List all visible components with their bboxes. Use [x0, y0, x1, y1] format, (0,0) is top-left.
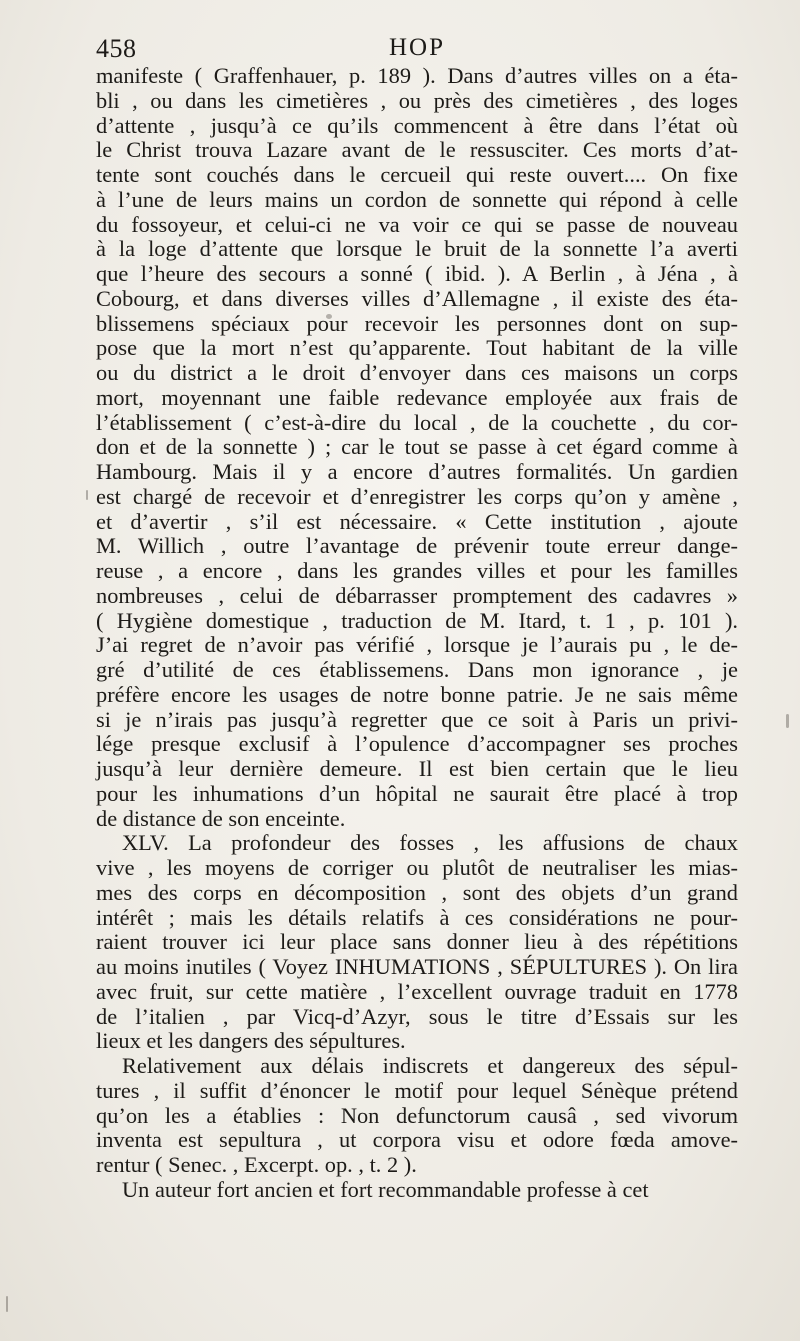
text-line: Hambourg. Mais il y a encore d’autres formalités. Un gardien [96, 459, 738, 484]
text-line: tente sont couchés dans le cercueil qui reste ouvert.... On fixe [96, 162, 738, 187]
page-header [96, 34, 738, 64]
text-line: du fossoyeur, et celui-ci ne va voir ce qui se passe de nouveau [96, 211, 738, 237]
text-line: l’établissement ( c’est-à-dire du local , de la couchette , du cor- [96, 409, 738, 435]
page-number: 458 [96, 34, 137, 63]
text-line: manifeste ( Graffenhauer, p. 189 ). Dans d’autres villes on a éta- [96, 63, 738, 88]
text-line: gré d’utilité de ces établissemens. Dans mon ignorance , je [96, 657, 738, 682]
text-line: intérêt ; mais les détails relatifs à ces considérations ne pour- [96, 904, 738, 930]
text-line: jusqu’à leur dernière demeure. Il est bien certain que le lieu [96, 756, 738, 781]
text-line: de distance de son enceinte. [96, 805, 346, 831]
running-head: HOP [388, 34, 445, 61]
body-text [96, 64, 738, 1203]
text-line: XLV. La profondeur des fosses , les affusions de chaux [122, 830, 738, 856]
text-line: M. Willich , outre l’avantage de prévenir toute erreur dange- [96, 533, 738, 559]
text-line: pour les inhumations d’un hôpital ne saurait être placé à trop [96, 780, 738, 806]
text-line: blissemens spéciaux pour recevoir les personnes dont on sup- [96, 310, 738, 336]
text-line: à la loge d’attente que lorsque le bruit de la sonnette l’a averti [96, 236, 738, 262]
text-line: mort, moyennant une faible redevance employée aux frais de [96, 384, 738, 410]
text-line: à l’une de leurs mains un cordon de sonnette qui répond à celle [96, 186, 738, 212]
text-line: lége presque exclusif à l’opulence d’accompagner ses proches [96, 731, 738, 757]
text-line: J’ai regret de n’avoir pas vérifié , lorsque je l’aurais pu , le de- [96, 632, 738, 658]
text-line: que l’heure des secours a sonné ( ibid. ). A Berlin , à Jéna , à [96, 261, 738, 286]
text-line: bli , ou dans les cimetières , ou près des cimetières , des loges [96, 87, 738, 113]
text-line: Relativement aux délais indiscrets et dangereux des sépul- [122, 1053, 738, 1078]
text-line: au moins inutiles ( Voyez INHUMATIONS , SÉPULTURES ). On lira [96, 954, 738, 979]
ink-speck [6, 1296, 8, 1312]
paragraph-p2 [96, 831, 738, 1054]
text-line: si je n’irais pas jusqu’à regretter que ce soit à Paris un privi- [96, 706, 738, 732]
text-line: reuse , a encore , dans les grandes villes et pour les familles [96, 558, 738, 583]
text-line: ( Hygiène domestique , traduction de M. Itard, t. 1 , p. 101 ). [96, 607, 738, 633]
text-line: rentur ( Senec. , Excerpt. op. , t. 2 ). [96, 1152, 417, 1177]
text-line: préfère encore les usages de notre bonne patrie. Je ne sais même [96, 681, 738, 707]
text-line: d’attente , jusqu’à ce qu’ils commencent à être dans l’état où [96, 112, 738, 138]
text-line: lieux et les dangers des sépultures. [96, 1028, 406, 1054]
ink-speck [326, 314, 332, 319]
paragraph-p3 [96, 1054, 738, 1178]
text-line: Un auteur fort ancien et fort recommandable professe à cet [122, 1176, 649, 1202]
text-line: et d’avertir , s’il est nécessaire. « Cette institution , ajoute [96, 508, 738, 534]
text-line: de l’italien , par Vicq-d’Azyr, sous le titre d’Essais sur les [96, 1003, 738, 1029]
text-line: tures , il suffit d’énoncer le motif pour lequel Sénèque prétend [96, 1077, 738, 1103]
text-line: qu’on les a établies : Non defunctorum causâ , sed vivorum [96, 1102, 738, 1128]
ink-speck [786, 714, 789, 728]
text-line: nombreuses , celui de débarrasser promptement des cadavres » [96, 582, 738, 608]
text-line: ou du district a le droit d’envoyer dans ces maisons un corps [96, 360, 738, 385]
paragraph-p1 [96, 64, 738, 831]
text-line: le Christ trouva Lazare avant de le ressusciter. Ces morts d’at- [96, 137, 738, 163]
text-line: inventa est sepultura , ut corpora visu et odore fœda amove- [96, 1127, 738, 1153]
text-line: Cobourg, et dans diverses villes d’Allemagne , il existe des éta- [96, 285, 738, 311]
paragraph-container [96, 64, 738, 1203]
paragraph-p4 [96, 1178, 738, 1203]
text-line: pose que la mort n’est qu’apparente. Tout habitant de la ville [96, 335, 738, 361]
ink-speck [86, 490, 88, 500]
text-line: avec fruit, sur cette matière , l’excellent ouvrage traduit en 1778 [96, 978, 738, 1004]
text-line: mes des corps en décomposition , sont des objets d’un grand [96, 879, 738, 905]
text-line: raient trouver ici leur place sans donner lieu à des répétitions [96, 929, 738, 955]
text-line: vive , les moyens de corriger ou plutôt de neutraliser les mias- [96, 855, 738, 880]
text-line: don et de la sonnette ) ; car le tout se passe à cet égard comme à [96, 434, 738, 460]
text-line: est chargé de recevoir et d’enregistrer les corps qu’on y amène , [96, 483, 738, 509]
